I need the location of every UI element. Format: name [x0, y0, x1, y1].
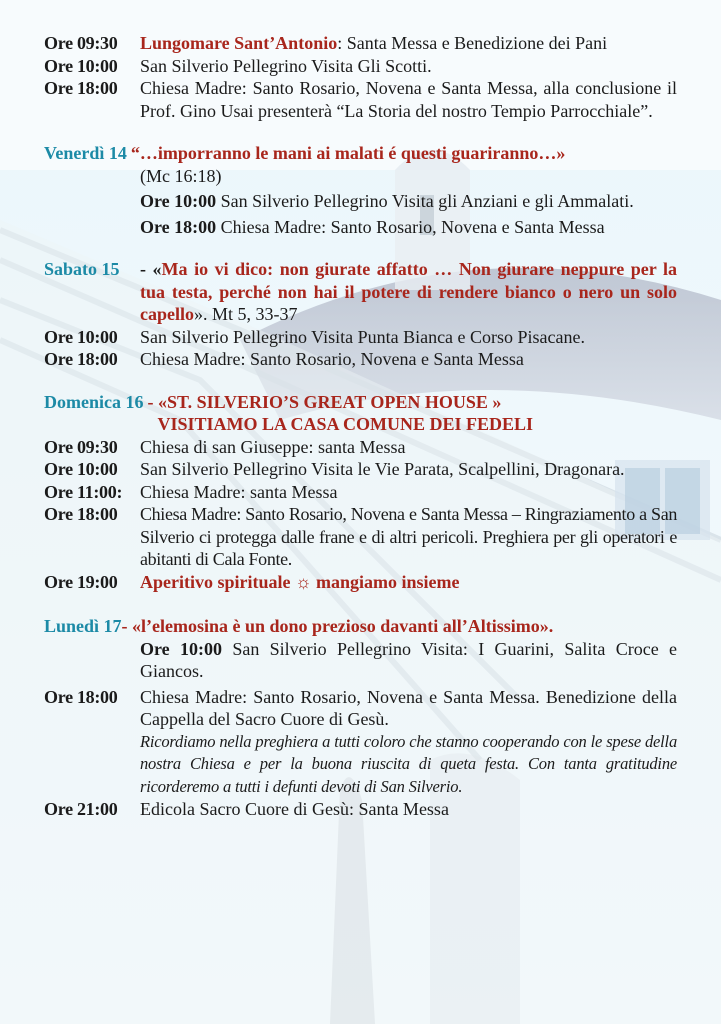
event-time: Ore 09:30 — [44, 436, 118, 457]
event-text: Aperitivo spirituale ☼ mangiamo insieme — [140, 571, 460, 592]
event-time: Ore 11:00: — [44, 481, 123, 502]
event-row — [44, 503, 677, 571]
day-header-venerdi — [44, 142, 677, 165]
event-row — [44, 686, 677, 799]
event-time: Ore 21:00 — [44, 799, 118, 819]
day-header-lunedi — [44, 615, 677, 638]
event-time: Ore 18:00 — [44, 686, 118, 707]
day-label: Domenica 16 — [44, 391, 144, 412]
event-row — [140, 190, 677, 213]
day-quote: “…imporranno le mani ai malati é questi guariranno…» — [130, 143, 566, 163]
event-time: Ore 19:00 — [44, 571, 118, 592]
event-time: Ore 18:00 — [140, 216, 217, 237]
event-row — [44, 798, 677, 821]
event-row — [44, 32, 677, 55]
event-time: Ore 18:00 — [44, 78, 118, 98]
event-time: Ore 18:00 — [44, 504, 118, 524]
event-time: Ore 10:00 — [44, 459, 118, 479]
event-time: Ore 09:30 — [44, 33, 118, 53]
event-text: Chiesa di san Giuseppe: santa Messa — [140, 436, 406, 457]
day-header-sabato — [44, 258, 677, 326]
day-label: Venerdì 14 — [44, 143, 127, 163]
event-text: Chiesa Madre: Santo Rosario, Novena e Santa Messa – Ringraziamento a San Silverio ci protegga dalle frane e di altri pericoli. Preghiera per gli operatori e abitanti di Cala Fonte. — [140, 504, 677, 569]
event-text: Chiesa Madre: Santo Rosario, Novena e Santa Messa — [140, 349, 524, 369]
event-row — [44, 77, 677, 122]
day-header-domenica — [44, 391, 677, 436]
event-text: Edicola Sacro Cuore di Gesù: Santa Messa — [140, 799, 449, 819]
venerdi-block — [140, 165, 677, 239]
event-row — [44, 436, 677, 459]
event-row — [44, 55, 677, 78]
event-text: Chiesa Madre: Santo Rosario, Novena e Santa Messa. Benedizione della Cappella del Sacro Cuore di Gesù. — [140, 686, 677, 729]
event-time: Ore 10:00 — [140, 191, 217, 211]
event-row — [44, 326, 677, 349]
event-time: Ore 18:00 — [44, 349, 118, 369]
event-row — [44, 571, 677, 594]
event-time: Ore 10:00 — [44, 55, 118, 76]
event-place: Lungomare Sant’Antonio — [140, 33, 338, 53]
event-text: Chiesa Madre: santa Messa — [140, 481, 338, 502]
day-quote: - «l’elemosina è un dono prezioso davanti all’Altissimo». — [121, 616, 554, 636]
event-text: San Silverio Pellegrino Visita Gli Scotti. — [140, 55, 432, 76]
day-label: Lunedì 17 — [44, 616, 122, 636]
event-row — [140, 638, 677, 683]
event-text: San Silverio Pellegrino Visita Punta Bianca e Corso Pisacane. — [140, 326, 586, 347]
event-time: Ore 10:00 — [140, 638, 222, 659]
event-row — [140, 216, 677, 239]
day-quote: - «ST. SILVERIO’S GREAT OPEN HOUSE » — [147, 391, 502, 412]
event-text: San Silverio Pellegrino Visita gli Anziani e gli Ammalati. — [220, 191, 634, 211]
event-text: Chiesa Madre: Santo Rosario, Novena e Santa Messa — [220, 216, 605, 237]
event-row — [44, 481, 677, 504]
event-note: Ricordiamo nella preghiera a tutti coloro che stanno cooperando con le spese della nostra Chiesa e per la buona riuscita di queta festa. Con tanta gratitudine ricorderemo a tutti i defunti devoti di San Silverio. — [140, 731, 677, 796]
event-text: San Silverio Pellegrino Visita le Vie Parata, Scalpellini, Dragonara. — [140, 459, 625, 479]
day-label: Sabato 15 — [44, 259, 120, 279]
event-text: San Silverio Pellegrino Visita: I Guarini, Salita Croce e Giancos. — [140, 638, 678, 681]
quote-reference: ». Mt 5, 33-37 — [194, 304, 298, 324]
event-row — [44, 458, 677, 481]
day-subtitle: VISITIAMO LA CASA COMUNE DEI FEDELI — [157, 414, 534, 434]
event-time: Ore 10:00 — [44, 326, 118, 347]
event-text: : Santa Messa e Benedizione dei Pani — [337, 33, 608, 53]
quote-open: - « — [140, 259, 162, 279]
event-row — [44, 348, 677, 371]
day-quote: Ma io vi dico: non giurate affatto … Non giurare neppure per la tua testa, perché non hai il potere di rendere bianco o nero un solo capello — [140, 259, 678, 324]
event-text: Chiesa Madre: Santo Rosario, Novena e Santa Messa, alla conclusione il Prof. Gino Usai presenterà “La Storia del nostro Tempio Parrocchiale”. — [140, 78, 677, 121]
quote-reference: (Mc 16:18) — [140, 165, 222, 186]
